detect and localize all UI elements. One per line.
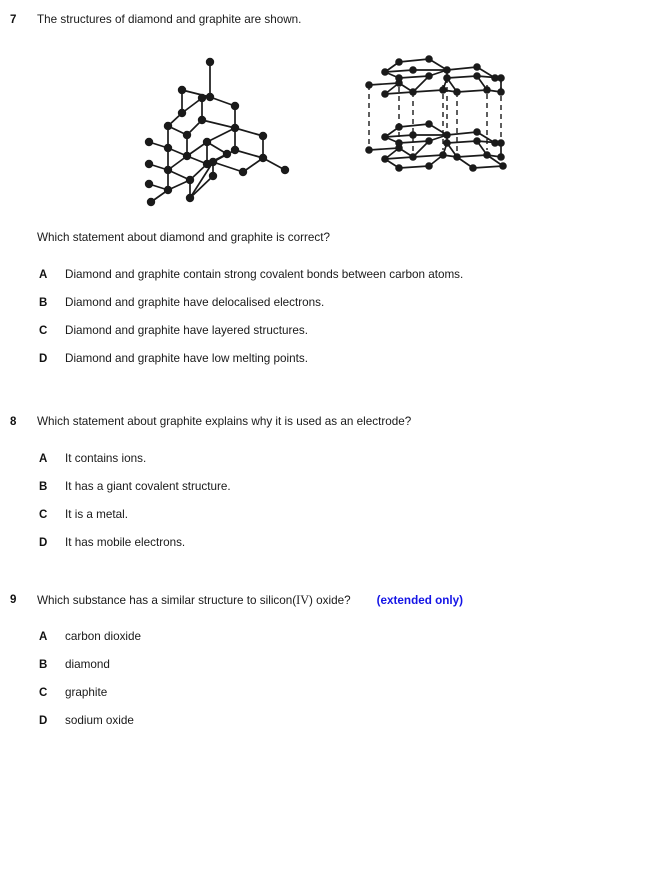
option-c-text: graphite bbox=[65, 686, 108, 699]
graphite-bottom-layer bbox=[369, 124, 503, 168]
question-9-stem-before-roman: Which substance has a similar structure to silicon( bbox=[37, 594, 297, 607]
question-8-stem-row bbox=[0, 414, 646, 432]
diamond-carbon-atoms bbox=[145, 58, 289, 206]
option-a-letter: A bbox=[39, 269, 48, 281]
question-8-number: 8 bbox=[10, 416, 17, 428]
option-c-letter: C bbox=[39, 509, 48, 521]
option-a[interactable] bbox=[0, 629, 646, 657]
option-a[interactable] bbox=[0, 267, 646, 295]
option-d[interactable] bbox=[0, 713, 646, 741]
option-a-letter: A bbox=[39, 631, 48, 643]
extended-only-tag: (extended only) bbox=[376, 594, 464, 607]
option-c[interactable] bbox=[0, 507, 646, 535]
option-c-letter: C bbox=[39, 325, 48, 337]
diamond-structure-diagram bbox=[135, 50, 315, 210]
question-7-stem-row bbox=[0, 230, 646, 248]
option-c[interactable] bbox=[0, 323, 646, 351]
question-9-options bbox=[0, 629, 646, 741]
option-d[interactable] bbox=[0, 535, 646, 563]
option-c[interactable] bbox=[0, 685, 646, 713]
question-9-stem-after-roman: ) oxide? bbox=[309, 594, 351, 607]
option-b[interactable] bbox=[0, 479, 646, 507]
option-c-text: It is a metal. bbox=[65, 508, 129, 521]
option-d-letter: D bbox=[39, 537, 48, 549]
graphite-structure-diagram bbox=[355, 50, 530, 200]
question-9-number: 9 bbox=[10, 594, 17, 606]
question-7-intro-row bbox=[0, 12, 646, 30]
option-a-letter: A bbox=[39, 453, 48, 465]
question-7 bbox=[0, 12, 646, 365]
question-7-options bbox=[0, 267, 646, 379]
question-7-number: 7 bbox=[10, 14, 17, 26]
graphite-top-layer bbox=[369, 59, 501, 94]
option-b[interactable] bbox=[0, 295, 646, 323]
question-9-stem-row bbox=[0, 592, 646, 610]
option-b-text: Diamond and graphite have delocalised electrons. bbox=[65, 296, 325, 309]
question-8 bbox=[0, 414, 646, 549]
graphite-structure-svg bbox=[355, 50, 530, 200]
option-d-text: sodium oxide bbox=[65, 714, 134, 727]
option-d-text: It has mobile electrons. bbox=[65, 536, 186, 549]
question-7-stem: Which statement about diamond and graphite is correct? bbox=[37, 231, 330, 244]
option-b[interactable] bbox=[0, 657, 646, 685]
option-b-text: diamond bbox=[65, 658, 110, 671]
question-9-stem bbox=[37, 592, 463, 609]
option-b-letter: B bbox=[39, 297, 48, 309]
option-c-letter: C bbox=[39, 687, 48, 699]
question-7-figures bbox=[0, 50, 646, 220]
option-d[interactable] bbox=[0, 351, 646, 379]
option-c-text: Diamond and graphite have layered structures. bbox=[65, 324, 308, 337]
option-b-letter: B bbox=[39, 659, 48, 671]
question-8-stem: Which statement about graphite explains why it is used as an electrode? bbox=[37, 415, 412, 428]
option-d-letter: D bbox=[39, 353, 48, 365]
option-a-text: It contains ions. bbox=[65, 452, 147, 465]
option-a[interactable] bbox=[0, 451, 646, 479]
option-a-text: carbon dioxide bbox=[65, 630, 142, 643]
option-d-letter: D bbox=[39, 715, 48, 727]
diamond-structure-svg bbox=[135, 50, 315, 210]
roman-numeral-four: IV bbox=[296, 593, 310, 607]
option-b-text: It has a giant covalent structure. bbox=[65, 480, 231, 493]
option-d-text: Diamond and graphite have low melting points. bbox=[65, 352, 308, 365]
question-9 bbox=[0, 592, 646, 727]
question-7-intro: The structures of diamond and graphite are shown. bbox=[37, 13, 302, 26]
option-b-letter: B bbox=[39, 481, 48, 493]
question-8-options bbox=[0, 451, 646, 563]
option-a-text: Diamond and graphite contain strong covalent bonds between carbon atoms. bbox=[65, 268, 464, 281]
